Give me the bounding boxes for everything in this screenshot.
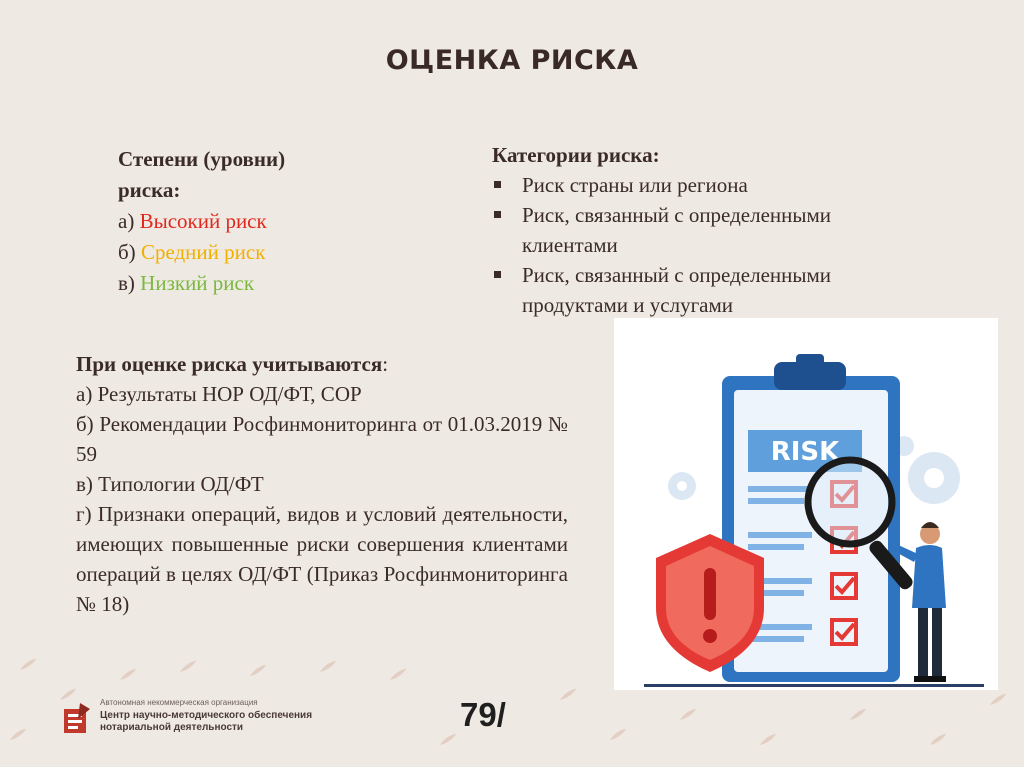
bullet-icon — [494, 181, 501, 188]
risk-level-medium: б) Средний риск — [118, 240, 266, 264]
bullet-icon — [494, 211, 501, 218]
list-item: Риск, связанный с определенными клиентами — [492, 200, 932, 260]
risk-categories-list — [492, 170, 932, 320]
consideration-item: а) Результаты НОР ОД/ФТ, СОР — [76, 382, 362, 406]
risk-categories-block — [492, 140, 932, 320]
risk-level-high: а) Высокий риск — [118, 209, 267, 233]
considerations-heading: При оценке риска учитываются: — [76, 352, 389, 376]
org-name: Центр научно-методического обеспечения нотариальной деятельности — [100, 710, 313, 733]
risk-level-low: в) Низкий риск — [118, 271, 255, 295]
considerations-block — [76, 349, 568, 619]
risk-categories-heading: Категории риска: — [492, 143, 660, 167]
organization-logo — [62, 697, 342, 741]
consideration-item: г) Признаки операций, видов и условий деятельности, имеющих повышенные риски совершения клиентами операций в целях ОД/ФТ (Приказ Росфинмониторинга № 18) — [76, 502, 568, 616]
list-item: Риск, связанный с определенными продуктами и услугами — [492, 260, 932, 320]
bullet-icon — [494, 271, 501, 278]
org-type-label: Автономная некоммерческая организация — [100, 698, 258, 707]
person-icon — [892, 522, 946, 682]
list-item: Риск страны или региона — [492, 170, 932, 200]
page-number: 79/ — [460, 696, 506, 733]
page-title: ОЦЕНКА РИСКА — [385, 45, 639, 76]
risk-levels-heading: Степени (уровни) риска: — [118, 147, 286, 202]
risk-levels-block — [118, 144, 378, 299]
risk-illustration-svg — [614, 318, 998, 690]
risk-board-label: RISK — [770, 437, 840, 467]
consideration-item: б) Рекомендации Росфинмониторинга от 01.03.2019 № 59 — [76, 412, 568, 466]
notary-logo-icon — [62, 701, 92, 735]
risk-illustration — [614, 318, 998, 690]
consideration-item: в) Типологии ОД/ФТ — [76, 472, 264, 496]
